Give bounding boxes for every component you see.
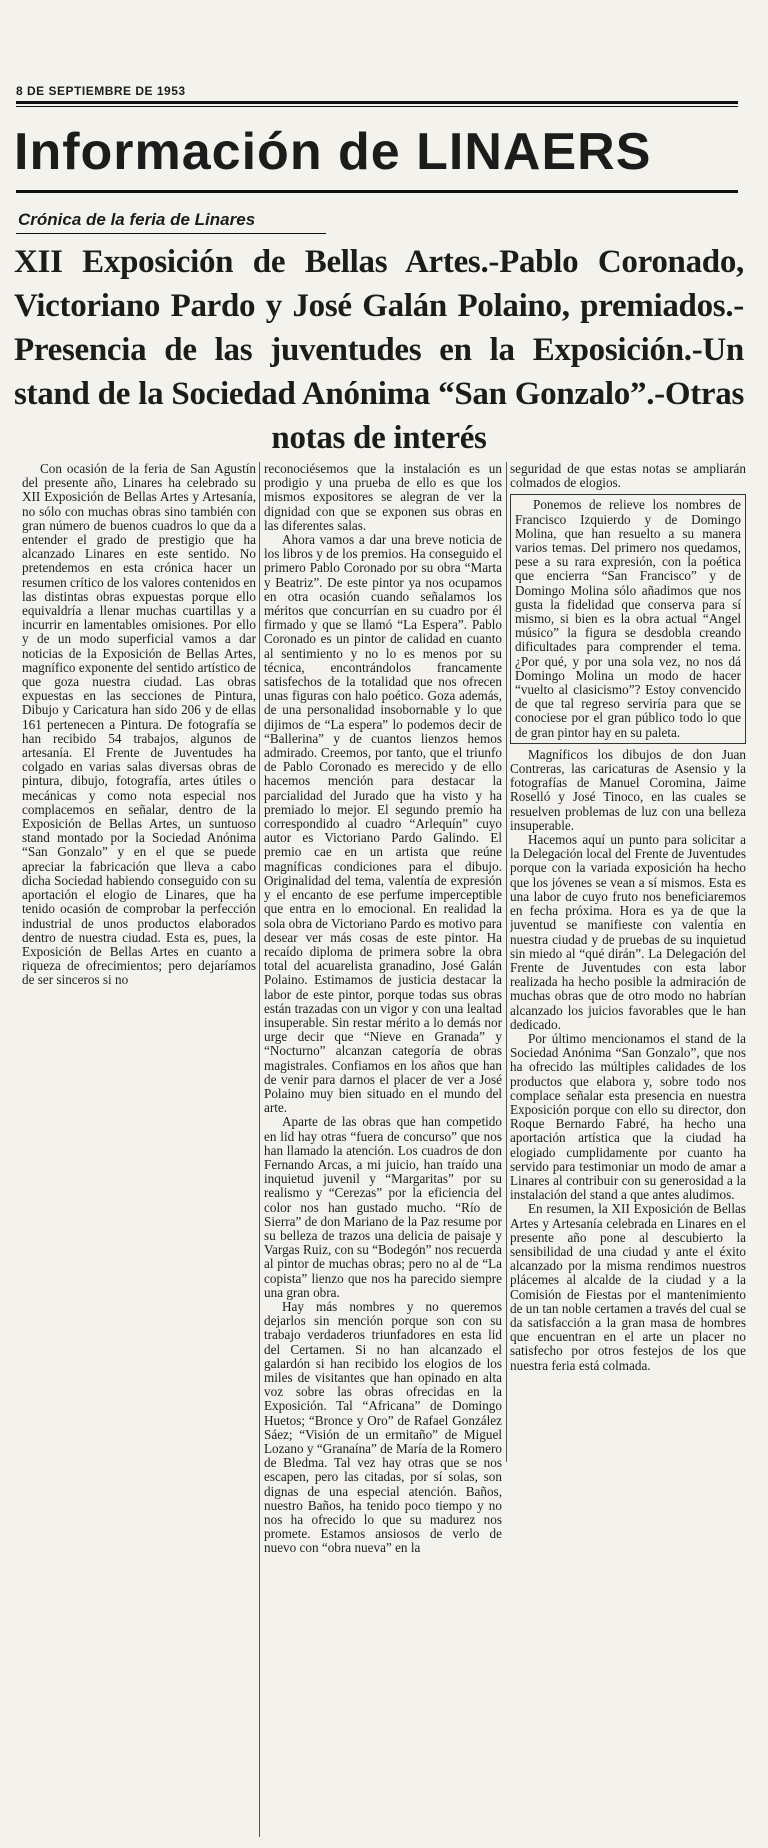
boxed-note xyxy=(510,494,746,743)
column-divider xyxy=(506,462,507,1462)
paragraph: Hacemos aquí un punto para solicitar a la Delegación local del Frente de Juventudes porque con la variada exposición ha hecho que los jóvenes se vean a sí mismos. Esta es una labor de cuyo fruto nos beneficiaremos en fecha próxima. Hora es ya de que la juventud se manifieste con valentía en nuestra ciudad y de pruebas de su inquietud sin miedo al “qué dirán”. La Delegación del Frente de Juventudes con esta labor realizada ha hecho posible la admiración de muchas obras que de otro modo no habrían alcanzado los juicios favorables que le han dedicado. xyxy=(510,832,746,1032)
article-column-1 xyxy=(22,462,256,1092)
paragraph: En resumen, la XII Exposición de Bellas Artes y Artesanía celebrada en Linares en el presente año pone al descubierto la sensibilidad de una ciudad y ante el éxito alcanzado por la misma rendimos nuestros plácemes al alcalde de la ciudad y a la Comisión de Fiestas por el mantenimiento de un tan noble certamen a través del cual se da satisfacción a la gran masa de hombres que encuentran en el arte un placer no satisfecho por otros festejos de los que nuestra feria está colmada. xyxy=(510,1201,746,1373)
paragraph: Con ocasión de la feria de San Agustín del presente año, Linares ha celebrado su XII Exposición de Bellas Artes y Artesanía, no sólo con muchas obras sino también con gran número de buenos cuadros lo que da a entender el grado de prestigio que ha alcanzado Linares en este sentido. No pretendemos en esta crónica hacer un resumen crítico de los valores contenidos en las distintas obras expuestas porque ello equivaldría a llenar muchas cuartillas y a incurrir en lamentables omisiones. Por ello y de un modo superficial vamos a dar noticias de la Exposición de Bellas Artes, magnífico exponente del sentido artístico de que goza nuestra ciudad. Las obras expuestas en las secciones de Pintura, Dibujo y Caricatura han sido 206 y de ellas 161 pertenecen a Pintura. De fotografía se han recibido 54 trabajos, algunos de artesanía. El Frente de Juventudes ha colgado en varias salas diversas obras de pintura, dibujo, fotografía, artes útiles o mecánicas y como nota especial nos complacemos en señalar, dentro de la Exposición de Bellas Artes, un suntuoso stand montado por la Sociedad Anónima “San Gonzalo” y en el que se puede apreciar la fabricación que lleva a cabo dicha Sociedad habiendo conseguido con su aportación el elogio de Linares, que ha tenido ocasión de comprobar la perfección industrial de unos productos elaborados dentro de nuestra ciudad. Esta es, pues, la Exposición de Bellas Artes en cuanto a riqueza de ofrecimientos; pero dejaríamos de ser sinceros si no xyxy=(22,462,256,988)
paragraph: Por último mencionamos el stand de la Sociedad Anónima “San Gonzalo”, que nos ha ofrecido las múltiples calidades de los productos que elabora y, sobre todo nos complace señalar esta presencia en nuestra Exposición porque con ello su director, don Roque Bernardo Fabré, ha hecho una aportación artística que la ciudad ha elogiado cumplidamente por cuanto ha servido para testimoniar un modo de amar a Linares al contribuir con su generosidad a la instalación del stand a que antes aludimos. xyxy=(510,1030,746,1203)
article-headline: XII Exposición de Bellas Artes.-Pablo Coronado, Victoriano Pardo y José Galán Polaino, premiados.-Presencia de las juventudes en la Exposición.-Un stand de la Sociedad Anónima “San Gonzalo”.-Otras notas de interés xyxy=(14,244,744,456)
paragraph: Hay más nombres y no queremos dejarlos sin mención porque son con su trabajo verdaderos triunfadores en esta lid del Certamen. Si no han alcanzado el galardón si han recibido los elogios de los miles de visitantes que han opinado en alta voz sobre las obras ofrecidas en la Exposición. Tal “Africana” de Domingo Huetos; “Bronce y Oro” de Rafael González Sáez; “Visión de un ermitaño” de Miguel Lozano y “Granaína” de María de la Romero de Bledma. Tal vez hay otras que se nos escapen, pero las citadas, por sí solas, son dignas de una especial atención. Baños, nuestro Baños, ha tenido poco tiempo y no nos ha ofrecido lo que su madurez nos promete. Estamos ansiosos de verlo de nuevo con “obra nueva” en la xyxy=(264,1298,502,1556)
article-column-2 xyxy=(264,462,502,1842)
paragraph: Aparte de las obras que han competido en lid hay otras “fuera de concurso” que nos han llamado la atención. Los cuadros de don Fernando Arcas, a mi juicio, han traído una inquietud juvenil y “Margaritas” por su realismo y “Cerezas” por la eficiencia del color nos han gustado mucho. “Río de Sierra” de don Mariano de la Paz resume por su belleza de trazos una delicia de paisaje y Vargas Ruiz, con su “Bodegón” nos recuerda al pintor de muchas obras; pero no al de “La copista” lienzo que nos ha parecido siempre una gran obra. xyxy=(264,1114,502,1300)
date-line: 8 DE SEPTIEMBRE DE 1953 xyxy=(16,84,186,98)
title-rule xyxy=(16,190,738,193)
top-rule xyxy=(16,101,738,104)
article-column-3 xyxy=(510,462,746,1462)
paragraph: Magníficos los dibujos de don Juan Contreras, las caricaturas de Asensio y la fotografías de Manuel Coromina, Jaime Roselló y José Tinoco, en las cuales se resuelven problemas de luz con una belleza insuperable. xyxy=(510,746,746,833)
paragraph: Ahora vamos a dar una breve noticia de los libros y de los premios. Ha conseguido el primero Pablo Coronado por su obra “Marta y Beatriz”. De este pintor ya nos ocupamos en otra ocasión cuando señalamos los méritos que concurrían en su cuadro por él firmado y que se llamó “La Espera”. Pablo Coronado es un pintor de calidad en cuanto al sentimiento y no lo es menos por su técnica, encontrándolos francamente satisfechos de la totalidad que nos ofrecen unas figuras con halo poético. Goza además, de una personalidad insobornable y lo que dijimos de “La espera” lo podemos decir de “Ballerina” y de cuantos lienzos hemos admirado. Creemos, por tanto, que el triunfo de Pablo Coronado es merecido y de ello hacemos mención para destacar la parcialidad del Jurado que ha visto y ha premiado lo mejor. El segundo premio ha correspondido al cuadro “Arlequín” cuyo autor es Victoriano Pardo Galindo. El premio cae en un artista que reúne magníficas condiciones para el dibujo. Originalidad del tema, valentía de expresión y el encanto de ese perfume imperceptible que entra en lo emocional. En realidad la sola obra de Victoriano Pardo es motivo para desear ver más cosas de este pintor. Ha recaído diploma de primera sobre la obra total del acuarelista granadino, José Galán Polaino. Estimamos de justicia destacar la labor de este pintor, porque todas sus obras están trazadas con un vigor y con una lealtad insuperable. Sin restar mérito a lo demás nor urge decir que “Nieve en Granada” y “Nocturno” alcanzan categoría de obras magistrales. Confiamos en los años que han de venir para darnos el placer de ver a José Polaino muy bien situado en el mundo del arte. xyxy=(264,532,502,1116)
paragraph: reconociésemos que la instalación es un prodigio y una prueba de ello es que los mismos expositores se alegran de ver la dignidad con que se exponen sus obras en las diferentes salas. xyxy=(264,462,502,533)
paragraph: seguridad de que estas notas se ampliarán colmados de elogios. xyxy=(510,462,746,491)
section-title: Información de LINAERS xyxy=(14,123,652,181)
column-divider xyxy=(259,462,260,1837)
paragraph: Ponemos de relieve los nombres de Francisco Izquierdo y de Domingo Molina, que han resuelto a su manera varios temas. Del primero nos quedamos, pese a su rara expresión, con la poética que encierra “San Francisco” y de Domingo Molina sólo añadimos que nos gusta la fidelidad que conserva para sí mismo, si bien es la obra actual “Angel músico” la figura se desdobla creando dificultades para comprender el tema. ¿Por qué, y por una sola vez, no nos dá Domingo Molina un modo de hacer “vuelto al clasicismo”? Estoy convencido de que tal regreso serviría para que se conociese por el gran público todo lo que de gran pintor hay en su paleta. xyxy=(515,497,741,740)
kicker-rule xyxy=(16,233,326,234)
article-kicker: Crónica de la feria de Linares xyxy=(18,210,256,229)
top-rule-thin xyxy=(16,106,738,107)
